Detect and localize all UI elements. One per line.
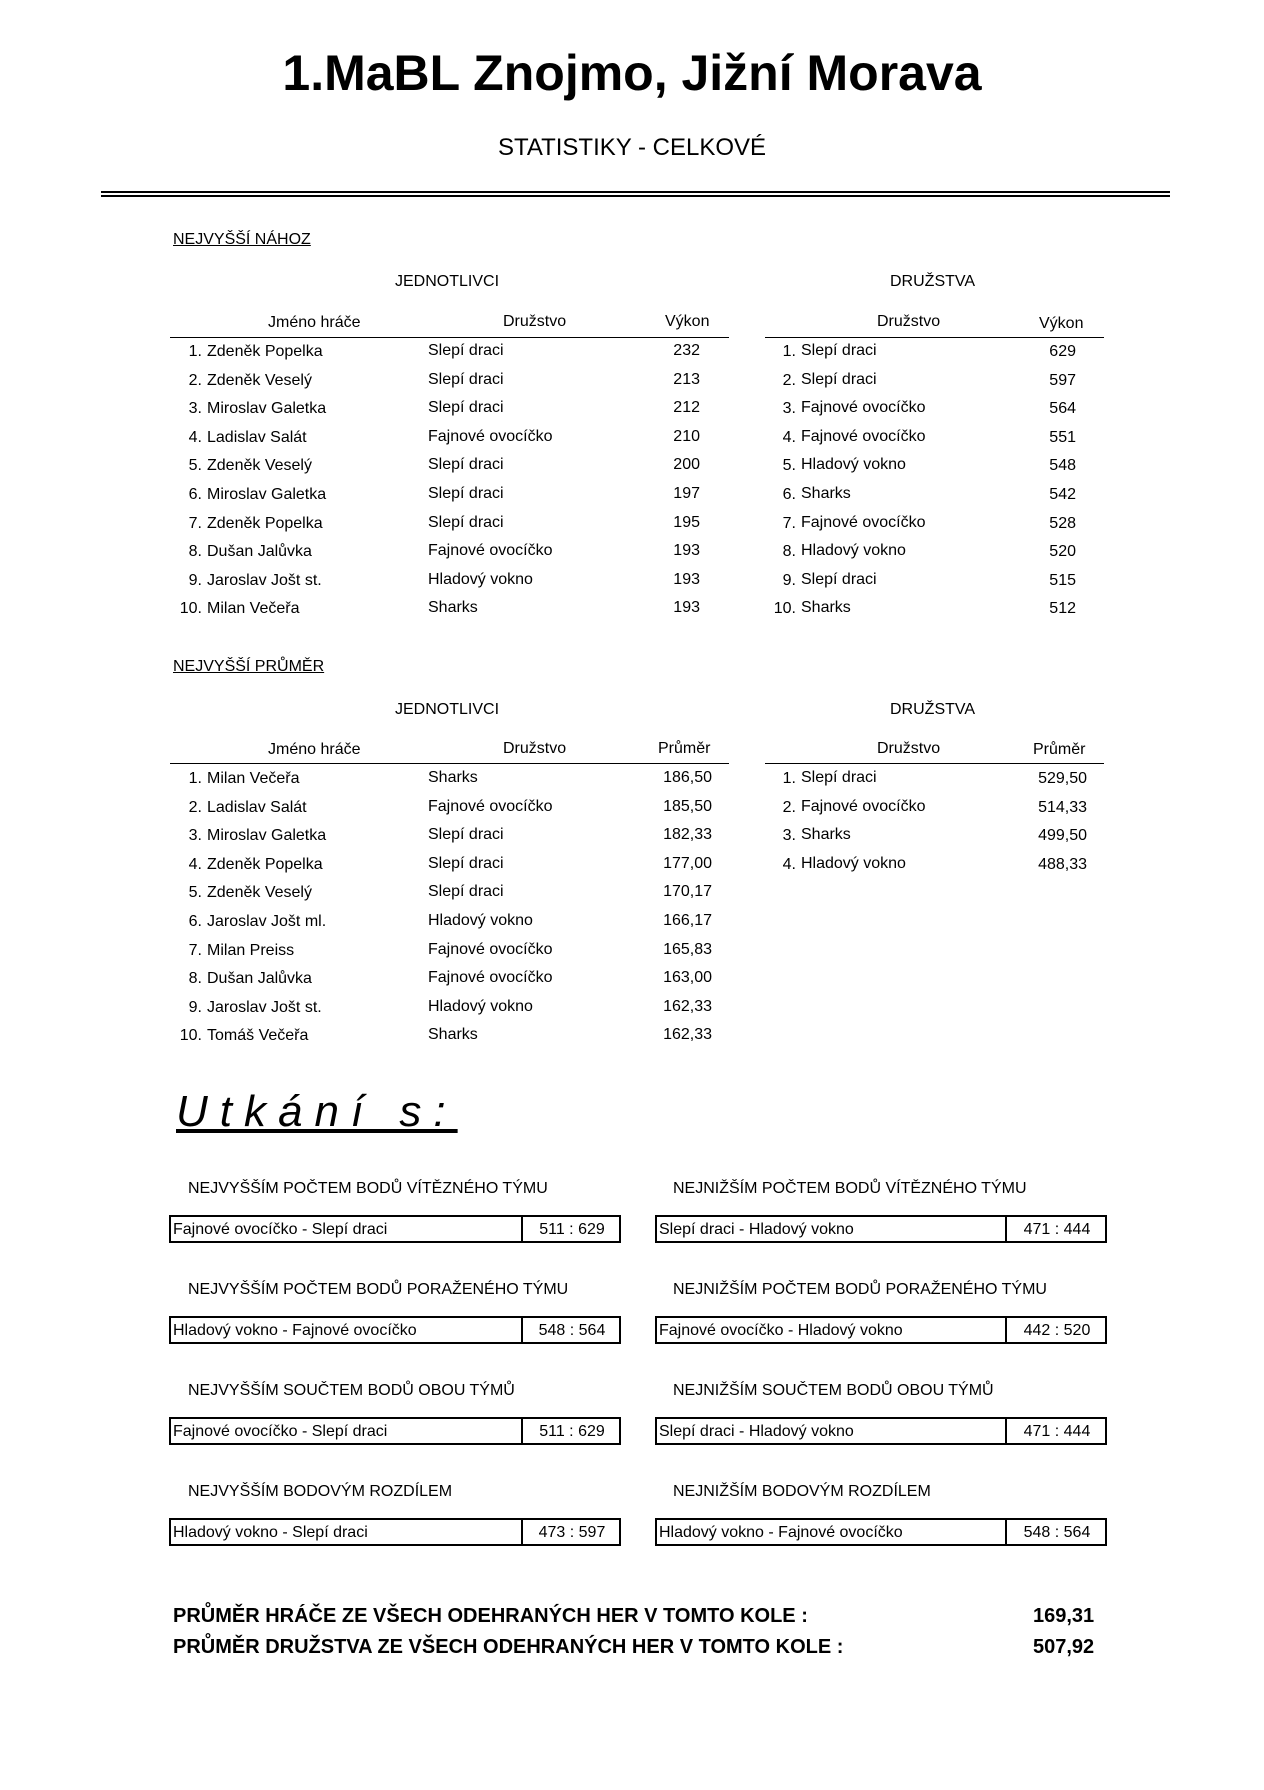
player-name-cell: Zdeněk Veselý [207, 371, 312, 389]
value-cell: 515 [1049, 571, 1076, 589]
table-header-rule [170, 763, 729, 764]
rank-cell: 2. [782, 798, 796, 816]
value-cell: 200 [673, 456, 700, 474]
value-cell: 232 [673, 342, 700, 359]
match-category-label: NEJVYŠŠÍM SOUČTEM BODŮ OBOU TÝMŮ [188, 1382, 515, 1399]
team-cell: Fajnové ovocíčko [801, 797, 926, 815]
team-cell: Slepí draci [428, 883, 504, 901]
column-header-average: Průměr [658, 740, 711, 757]
column-header-player-name: Jméno hráče [268, 741, 361, 758]
match-teams: Fajnové ovocíčko - Slepí draci [173, 1423, 388, 1440]
value-cell: 542 [1049, 486, 1076, 503]
value-cell: 528 [1049, 514, 1076, 532]
match-category-label: NEJVYŠŠÍM POČTEM BODŮ VÍTĚZNÉHO TÝMU [188, 1180, 548, 1197]
team-cell: Slepí draci [428, 342, 504, 359]
player-name-cell: Milan Večeřa [207, 770, 300, 787]
value-cell: 185,50 [663, 797, 712, 815]
column-header-team: Družstvo [877, 313, 941, 330]
match-category-label: NEJNIŽŠÍM BODOVÝM ROZDÍLEM [673, 1483, 931, 1500]
value-cell: 499,50 [1038, 827, 1087, 845]
match-record-box [169, 1417, 621, 1445]
team-cell: Hladový vokno [428, 912, 533, 929]
rank-cell: 7. [188, 514, 202, 532]
value-cell: 193 [673, 599, 700, 617]
value-cell: 629 [1049, 343, 1076, 360]
header-divider-top [101, 191, 1170, 193]
match-score: 511 : 629 [521, 1419, 621, 1443]
team-cell: Sharks [428, 769, 478, 786]
match-teams: Fajnové ovocíčko - Slepí draci [173, 1221, 388, 1238]
value-cell: 193 [673, 542, 700, 560]
team-cell: Fajnové ovocíčko [428, 940, 553, 958]
team-cell: Sharks [801, 599, 851, 617]
player-name-cell: Dušan Jalůvka [207, 970, 312, 988]
value-cell: 512 [1049, 600, 1076, 618]
rank-cell: 3. [188, 827, 202, 845]
rank-cell: 3. [188, 400, 202, 418]
page-title: 1.MaBL Znojmo, Jižní Morava [282, 45, 982, 101]
value-cell: 213 [673, 370, 700, 388]
rank-cell: 6. [782, 486, 796, 503]
rank-cell: 2. [188, 798, 202, 816]
value-cell: 197 [673, 485, 700, 502]
match-record-box [655, 1215, 1107, 1243]
value-cell: 548 [1049, 457, 1076, 475]
value-cell: 210 [673, 427, 700, 445]
team-cell: Slepí draci [428, 370, 504, 388]
team-average-value: 507,92 [1033, 1636, 1095, 1658]
matches-heading: Utkání s: [176, 1087, 458, 1136]
section-heading-top-average: NEJVYŠŠÍ PRŮMĚR [173, 658, 325, 675]
team-cell: Slepí draci [428, 513, 504, 531]
team-cell: Hladový vokno [801, 542, 906, 560]
column-header-player-name: Jméno hráče [268, 314, 361, 331]
value-cell: 162,33 [663, 1026, 712, 1044]
group-label-teams: DRUŽSTVA [890, 701, 976, 718]
match-category-label: NEJVYŠŠÍM POČTEM BODŮ PORAŽENÉHO TÝMU [188, 1281, 569, 1298]
match-score: 548 : 564 [521, 1318, 621, 1342]
rank-cell: 6. [188, 913, 202, 930]
rank-cell: 10. [179, 600, 202, 618]
match-score: 471 : 444 [1005, 1217, 1107, 1241]
rank-cell: 8. [782, 543, 796, 561]
player-name-cell: Ladislav Salát [207, 428, 307, 446]
rank-cell: 6. [188, 486, 202, 503]
team-cell: Fajnové ovocíčko [801, 427, 926, 445]
rank-cell: 9. [188, 998, 202, 1016]
team-cell: Fajnové ovocíčko [801, 399, 926, 417]
player-name-cell: Milan Preiss [207, 941, 295, 959]
value-cell: 488,33 [1038, 855, 1087, 873]
match-teams: Hladový vokno - Fajnové ovocíčko [173, 1322, 417, 1339]
match-record-box [655, 1316, 1107, 1344]
value-cell: 182,33 [663, 826, 712, 844]
value-cell: 195 [673, 513, 700, 531]
page-subtitle: STATISTIKY - CELKOVÉ [497, 134, 767, 161]
value-cell: 177,00 [663, 854, 712, 872]
rank-cell: 10. [773, 600, 796, 618]
rank-cell: 3. [782, 827, 796, 845]
rank-cell: 3. [782, 400, 796, 418]
team-cell: Hladový vokno [428, 997, 533, 1015]
rank-cell: 2. [782, 371, 796, 389]
player-name-cell: Miroslav Galetka [207, 400, 327, 418]
rank-cell: 2. [188, 371, 202, 389]
match-category-label: NEJVYŠŠÍM BODOVÝM ROZDÍLEM [188, 1483, 453, 1500]
team-cell: Slepí draci [801, 570, 877, 588]
team-cell: Fajnové ovocíčko [801, 513, 926, 531]
team-cell: Fajnové ovocíčko [428, 797, 553, 815]
team-cell: Fajnové ovocíčko [428, 969, 553, 987]
team-cell: Hladový vokno [428, 570, 533, 588]
rank-cell: 1. [782, 770, 796, 787]
player-name-cell: Miroslav Galetka [207, 827, 327, 845]
value-cell: 163,00 [663, 969, 712, 987]
match-teams: Hladový vokno - Slepí draci [173, 1524, 368, 1541]
match-category-label: NEJNIŽŠÍM POČTEM BODŮ PORAŽENÉHO TÝMU [673, 1281, 1047, 1298]
player-average-value: 169,31 [1033, 1605, 1095, 1627]
match-record-box [655, 1417, 1107, 1445]
match-teams: Fajnové ovocíčko - Hladový vokno [659, 1322, 903, 1339]
match-category-label: NEJNIŽŠÍM POČTEM BODŮ VÍTĚZNÉHO TÝMU [673, 1180, 1027, 1197]
match-teams: Hladový vokno - Fajnové ovocíčko [659, 1524, 903, 1541]
header-divider-bottom [101, 195, 1170, 197]
rank-cell: 10. [179, 1027, 202, 1045]
rank-cell: 5. [188, 457, 202, 475]
value-cell: 162,33 [663, 997, 712, 1015]
value-cell: 212 [673, 399, 700, 417]
player-name-cell: Tomáš Večeřa [207, 1027, 309, 1045]
rank-cell: 4. [188, 428, 202, 446]
value-cell: 520 [1049, 543, 1076, 561]
team-cell: Sharks [428, 599, 478, 617]
column-header-score: Výkon [1039, 315, 1084, 332]
match-category-label: NEJNIŽŠÍM SOUČTEM BODŮ OBOU TÝMŮ [673, 1382, 994, 1399]
value-cell: 165,83 [663, 940, 712, 958]
team-cell: Sharks [801, 485, 851, 502]
rank-cell: 4. [188, 855, 202, 873]
value-cell: 514,33 [1038, 798, 1087, 816]
player-name-cell: Zdeněk Veselý [207, 884, 312, 902]
team-cell: Slepí draci [428, 399, 504, 417]
column-header-average: Průměr [1033, 741, 1086, 758]
rank-cell: 8. [188, 970, 202, 988]
team-cell: Fajnové ovocíčko [428, 427, 553, 445]
table-header-rule [765, 763, 1104, 764]
player-name-cell: Ladislav Salát [207, 798, 307, 816]
team-cell: Hladový vokno [801, 456, 906, 474]
group-label-teams: DRUŽSTVA [890, 273, 976, 290]
team-cell: Slepí draci [428, 456, 504, 474]
player-name-cell: Zdeněk Popelka [207, 514, 323, 532]
match-teams: Slepí draci - Hladový vokno [659, 1221, 854, 1238]
value-cell: 170,17 [663, 883, 712, 901]
player-name-cell: Zdeněk Popelka [207, 343, 323, 360]
team-average-label: PRŮMĚR DRUŽSTVA ZE VŠECH ODEHRANÝCH HER V TOMTO KOLE : [173, 1636, 844, 1658]
value-cell: 564 [1049, 400, 1076, 418]
player-name-cell: Miroslav Galetka [207, 486, 327, 503]
team-cell: Slepí draci [801, 342, 877, 359]
column-header-team: Družstvo [503, 313, 567, 330]
column-header-team: Družstvo [503, 740, 567, 757]
column-header-team: Družstvo [877, 740, 941, 757]
table-header-rule [765, 337, 1104, 338]
rank-cell: 4. [782, 428, 796, 446]
match-score: 473 : 597 [521, 1520, 621, 1544]
team-cell: Sharks [428, 1026, 478, 1044]
match-record-box [169, 1518, 621, 1546]
match-teams: Slepí draci - Hladový vokno [659, 1423, 854, 1440]
team-cell: Hladový vokno [801, 854, 906, 872]
team-cell: Slepí draci [428, 826, 504, 844]
value-cell: 551 [1049, 428, 1076, 446]
team-cell: Slepí draci [428, 485, 504, 502]
player-average-label: PRŮMĚR HRÁČE ZE VŠECH ODEHRANÝCH HER V TOMTO KOLE : [173, 1605, 808, 1627]
section-heading-top-score: NEJVYŠŠÍ NÁHOZ [173, 231, 311, 248]
match-score: 548 : 564 [1005, 1520, 1107, 1544]
match-record-box [169, 1316, 621, 1344]
match-score: 442 : 520 [1005, 1318, 1107, 1342]
rank-cell: 1. [188, 770, 202, 787]
rank-cell: 8. [188, 543, 202, 561]
rank-cell: 9. [188, 571, 202, 589]
value-cell: 529,50 [1038, 770, 1087, 787]
team-cell: Slepí draci [801, 769, 877, 786]
column-header-score: Výkon [665, 313, 710, 330]
team-cell: Fajnové ovocíčko [428, 542, 553, 560]
table-header-rule [170, 337, 729, 338]
player-name-cell: Zdeněk Veselý [207, 457, 312, 475]
team-cell: Slepí draci [428, 854, 504, 872]
player-name-cell: Zdeněk Popelka [207, 855, 323, 873]
rank-cell: 7. [188, 941, 202, 959]
player-name-cell: Jaroslav Jošt ml. [207, 913, 327, 930]
player-name-cell: Dušan Jalůvka [207, 543, 312, 561]
value-cell: 597 [1049, 371, 1076, 389]
rank-cell: 1. [782, 343, 796, 360]
match-record-box [169, 1215, 621, 1243]
group-label-individuals: JEDNOTLIVCI [395, 701, 500, 718]
rank-cell: 9. [782, 571, 796, 589]
value-cell: 193 [673, 570, 700, 588]
rank-cell: 1. [188, 343, 202, 360]
rank-cell: 7. [782, 514, 796, 532]
value-cell: 166,17 [663, 912, 712, 929]
player-name-cell: Jaroslav Jošt st. [207, 998, 322, 1016]
group-label-individuals: JEDNOTLIVCI [395, 273, 500, 290]
match-score: 511 : 629 [521, 1217, 621, 1241]
value-cell: 186,50 [663, 769, 712, 786]
team-cell: Slepí draci [801, 370, 877, 388]
team-cell: Sharks [801, 826, 851, 844]
player-name-cell: Milan Večeřa [207, 600, 300, 618]
rank-cell: 5. [782, 457, 796, 475]
rank-cell: 4. [782, 855, 796, 873]
match-score: 471 : 444 [1005, 1419, 1107, 1443]
match-record-box [655, 1518, 1107, 1546]
rank-cell: 5. [188, 884, 202, 902]
player-name-cell: Jaroslav Jošt st. [207, 571, 322, 589]
